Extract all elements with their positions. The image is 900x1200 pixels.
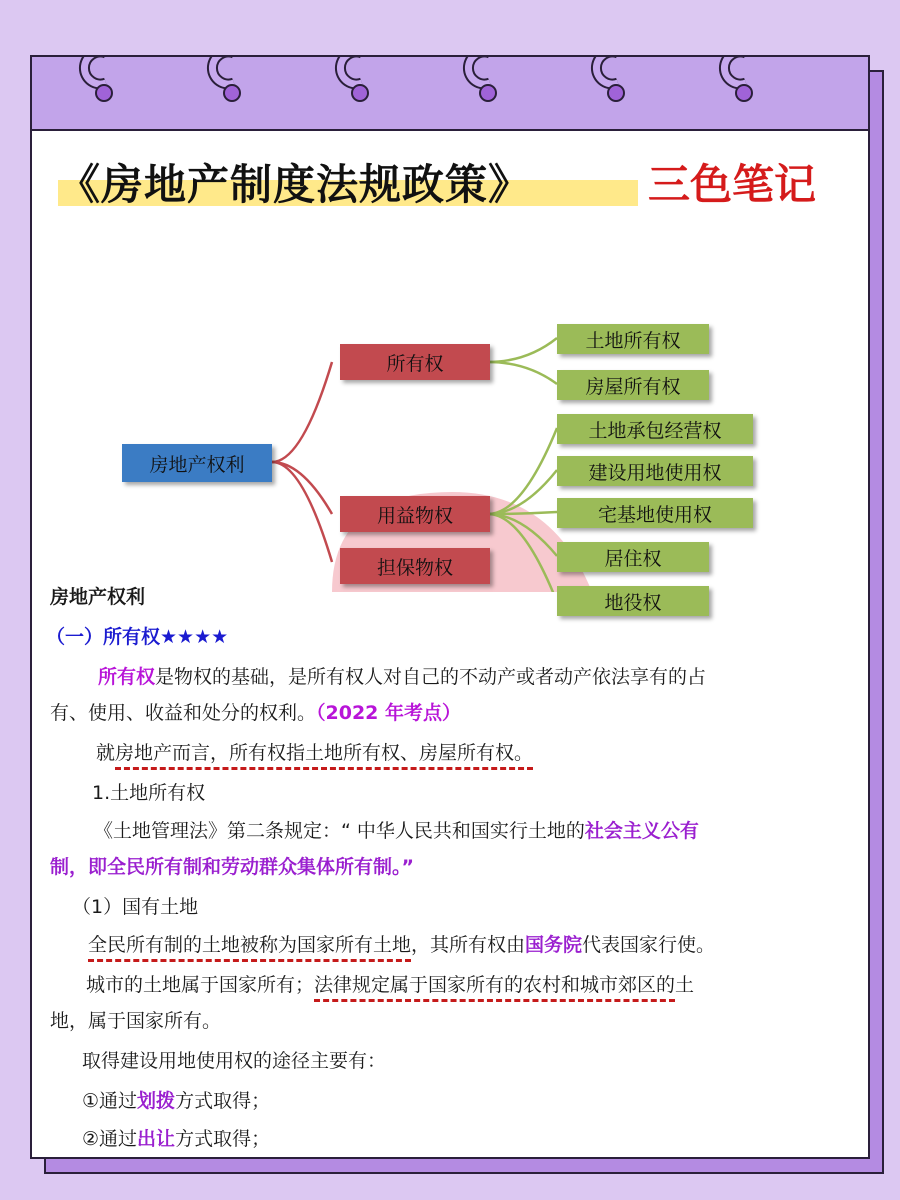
node-construction-land: 建设用地使用权 bbox=[557, 456, 753, 486]
p5-underlined: 法律规定属于国家所有的农村和城市郊区的 bbox=[314, 974, 675, 1002]
item1-prefix: ①通过 bbox=[82, 1090, 138, 1112]
list-item bbox=[82, 1124, 270, 1151]
p1-text2: 有、使用、收益和处分的权利。 bbox=[50, 702, 317, 724]
node-ownership: 所有权 bbox=[340, 344, 490, 380]
subheading-land-ownership: 1.土地所有权 bbox=[92, 782, 206, 804]
item2-prefix: ②通过 bbox=[82, 1128, 138, 1150]
binder-ring-icon bbox=[716, 55, 760, 113]
node-security: 担保物权 bbox=[340, 548, 490, 584]
paragraph-urban-land-1 bbox=[86, 970, 694, 997]
paragraph-ownership-1 bbox=[98, 662, 706, 689]
binder-ring-icon bbox=[332, 55, 376, 113]
exam-point: （2022 年考点） bbox=[316, 702, 462, 724]
root-connectors bbox=[272, 362, 332, 562]
p1-text1: 是物权的基础，是所有权人对自己的不动产或者动产依法享有的占 bbox=[155, 666, 707, 688]
node-easement: 地役权 bbox=[557, 586, 709, 616]
item1-suffix: 方式取得； bbox=[175, 1090, 271, 1112]
p4-underlined: 全民所有制的土地被称为国家所有土地 bbox=[88, 934, 411, 962]
p5-text2: 土 bbox=[675, 974, 695, 996]
p3-text1: 《土地管理法》第二条规定：“ 中华人民共和国实行土地的 bbox=[94, 820, 585, 842]
node-homestead: 宅基地使用权 bbox=[557, 498, 753, 528]
item1-highlight: 划拨 bbox=[137, 1090, 176, 1112]
note-card bbox=[30, 55, 870, 1159]
p5-text1: 城市的土地属于国家所有； bbox=[86, 974, 315, 996]
p3-highlight-2: 制，即全民所有制和劳动群众集体所有制。” bbox=[50, 856, 414, 878]
p2-prefix: 就 bbox=[96, 742, 116, 764]
node-usufruct: 用益物权 bbox=[340, 496, 490, 532]
node-residence-right: 居住权 bbox=[557, 542, 709, 572]
paragraph-acquisition: 取得建设用地使用权的途径主要有： bbox=[82, 1050, 387, 1072]
list-item bbox=[82, 1086, 270, 1113]
p2-underlined: 房地产而言，所有权指土地所有权、房屋所有权。 bbox=[115, 742, 533, 770]
binder-ring-icon bbox=[76, 55, 120, 113]
paragraph-land-law-1 bbox=[94, 816, 699, 843]
node-root: 房地产权利 bbox=[122, 444, 272, 482]
notes-heading: 房地产权利 bbox=[50, 586, 146, 608]
paragraph-urban-land-2: 地，属于国家所有。 bbox=[50, 1010, 222, 1032]
node-land-contract: 土地承包经营权 bbox=[557, 414, 753, 444]
paragraph-state-land bbox=[88, 930, 715, 957]
paragraph-real-estate bbox=[96, 738, 533, 765]
p4-text2: 代表国家行使。 bbox=[582, 934, 716, 956]
node-land-ownership: 土地所有权 bbox=[557, 324, 709, 354]
rights-diagram bbox=[32, 252, 868, 614]
title-main: 《房地产制度法规政策》 bbox=[58, 160, 532, 209]
binder-ring-icon bbox=[460, 55, 504, 113]
notebook-header bbox=[32, 57, 868, 131]
item2-highlight: 出让 bbox=[137, 1128, 176, 1150]
term-ownership: 所有权 bbox=[98, 666, 156, 688]
binder-ring-icon bbox=[204, 55, 248, 113]
paragraph-ownership-2 bbox=[50, 698, 461, 725]
paragraph-land-law-2 bbox=[50, 852, 414, 879]
node-house-ownership: 房屋所有权 bbox=[557, 370, 709, 400]
subheading-state-land: （1）国有土地 bbox=[72, 896, 199, 918]
importance-stars: ★★★★ bbox=[160, 626, 229, 648]
section-label: （一）所有权 bbox=[46, 626, 161, 648]
item2-suffix: 方式取得； bbox=[175, 1128, 271, 1150]
section-ownership-heading bbox=[46, 622, 228, 649]
p4-text: ，其所有权由 bbox=[411, 934, 526, 956]
p3-highlight-1: 社会主义公有 bbox=[584, 820, 699, 842]
title-suffix: 三色笔记 bbox=[648, 160, 817, 209]
p4-state-council: 国务院 bbox=[525, 934, 583, 956]
binder-ring-icon bbox=[588, 55, 632, 113]
page-title bbox=[58, 152, 858, 214]
